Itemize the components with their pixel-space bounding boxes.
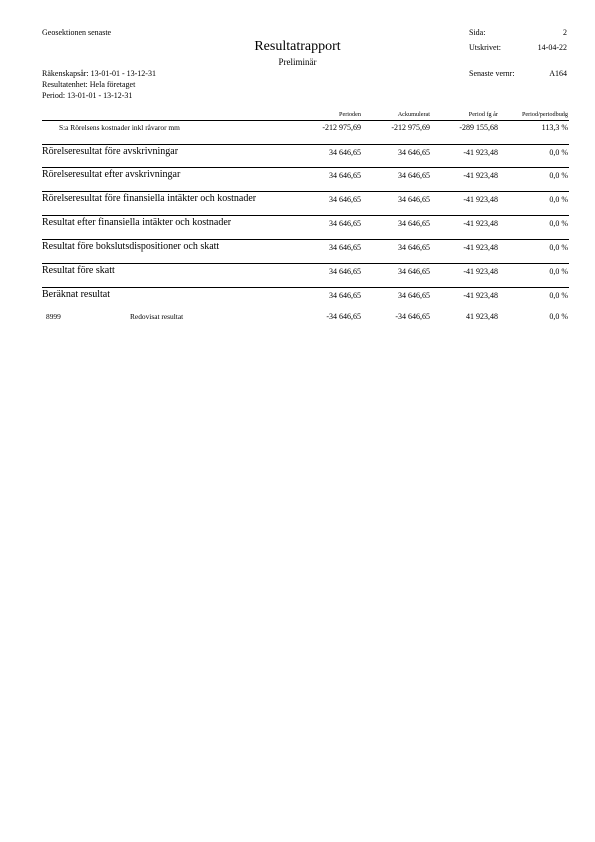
row-rule bbox=[42, 287, 569, 288]
row-label: Resultat före skatt bbox=[42, 265, 115, 276]
row-period-fg-ar: -41 923,48 bbox=[463, 171, 498, 180]
row-rule bbox=[42, 144, 569, 145]
row-ackumulerat: 34 646,65 bbox=[398, 195, 430, 204]
summary-row-period-fg-ar: -289 155,68 bbox=[459, 123, 498, 132]
row-rule bbox=[42, 263, 569, 264]
table-row bbox=[0, 217, 595, 231]
row-ackumulerat: 34 646,65 bbox=[398, 219, 430, 228]
row-period-budget: 0,0 % bbox=[549, 291, 568, 300]
row-period-budget: 0,0 % bbox=[549, 195, 568, 204]
page-label: Sida: bbox=[469, 28, 486, 37]
company-name: Geosektionen senaste bbox=[42, 28, 112, 37]
summary-row-label: S:a Rörelsens kostnader inkl råvaror mm bbox=[59, 123, 180, 132]
header-rule bbox=[42, 120, 569, 121]
column-header-ackumulerat: Ackumulerat bbox=[397, 111, 430, 118]
table-row bbox=[0, 193, 595, 207]
row-period-budget: 0,0 % bbox=[549, 148, 568, 157]
column-header-perioden: Perioden bbox=[339, 111, 361, 118]
row-perioden: 34 646,65 bbox=[329, 171, 361, 180]
row-rule bbox=[42, 215, 569, 216]
row-label: Beräknat resultat bbox=[42, 289, 111, 300]
account-row-period-fg-ar: 41 923,48 bbox=[466, 312, 498, 321]
result-unit: Resultatenhet: Hela företaget bbox=[42, 80, 136, 89]
row-label: Rörelseresultat före avskrivningar bbox=[42, 146, 179, 157]
account-row bbox=[0, 311, 595, 325]
table-row bbox=[0, 146, 595, 160]
row-period-budget: 0,0 % bbox=[549, 243, 568, 252]
version-number: A164 bbox=[549, 69, 567, 78]
table-row bbox=[0, 265, 595, 279]
printed-date: 14-04-22 bbox=[537, 43, 567, 52]
table-row bbox=[0, 241, 595, 255]
row-rule bbox=[42, 191, 569, 192]
row-ackumulerat: 34 646,65 bbox=[398, 267, 430, 276]
row-period-fg-ar: -41 923,48 bbox=[463, 148, 498, 157]
row-period-fg-ar: -41 923,48 bbox=[463, 219, 498, 228]
row-period-fg-ar: -41 923,48 bbox=[463, 291, 498, 300]
row-ackumulerat: 34 646,65 bbox=[398, 171, 430, 180]
table-row bbox=[0, 289, 595, 303]
table-row bbox=[0, 169, 595, 183]
summary-row-period-budget: 113,3 % bbox=[541, 123, 568, 132]
row-label: Rörelseresultat efter avskrivningar bbox=[42, 169, 181, 180]
account-row-period-budget: 0,0 % bbox=[549, 312, 568, 321]
column-header-period-fg-ar: Period fg år bbox=[468, 111, 498, 118]
printed-label: Utskrivet: bbox=[469, 43, 501, 52]
account-number: 8999 bbox=[46, 312, 61, 321]
row-perioden: 34 646,65 bbox=[329, 148, 361, 157]
row-period-budget: 0,0 % bbox=[549, 267, 568, 276]
report-subtitle: Preliminär bbox=[278, 57, 317, 67]
row-period-fg-ar: -41 923,48 bbox=[463, 243, 498, 252]
period: Period: 13-01-01 - 13-12-31 bbox=[42, 91, 133, 100]
row-label: Resultat efter finansiella intäkter och kostnader bbox=[42, 217, 232, 228]
row-perioden: 34 646,65 bbox=[329, 291, 361, 300]
row-ackumulerat: 34 646,65 bbox=[398, 291, 430, 300]
row-ackumulerat: 34 646,65 bbox=[398, 243, 430, 252]
page-number: 2 bbox=[563, 28, 567, 37]
row-label: Resultat före bokslutsdispositioner och skatt bbox=[42, 241, 220, 252]
row-perioden: 34 646,65 bbox=[329, 219, 361, 228]
row-period-fg-ar: -41 923,48 bbox=[463, 195, 498, 204]
row-period-fg-ar: -41 923,48 bbox=[463, 267, 498, 276]
report-title: Resultatrapport bbox=[254, 39, 341, 54]
fiscal-year: Räkenskapsår: 13-01-01 - 13-12-31 bbox=[42, 69, 156, 78]
row-perioden: 34 646,65 bbox=[329, 267, 361, 276]
row-perioden: 34 646,65 bbox=[329, 243, 361, 252]
account-row-ackumulerat: -34 646,65 bbox=[395, 312, 430, 321]
account-row-perioden: -34 646,65 bbox=[326, 312, 361, 321]
row-rule bbox=[42, 239, 569, 240]
summary-row-ackumulerat: -212 975,69 bbox=[391, 123, 430, 132]
summary-row-perioden: -212 975,69 bbox=[322, 123, 361, 132]
row-period-budget: 0,0 % bbox=[549, 219, 568, 228]
row-period-budget: 0,0 % bbox=[549, 171, 568, 180]
row-rule bbox=[42, 167, 569, 168]
column-header-period-budget: Period/periodbudg bbox=[521, 111, 568, 118]
account-label: Redovisat resultat bbox=[130, 312, 184, 321]
row-ackumulerat: 34 646,65 bbox=[398, 148, 430, 157]
row-perioden: 34 646,65 bbox=[329, 195, 361, 204]
version-label: Senaste vernr: bbox=[469, 69, 515, 78]
row-label: Rörelseresultat före finansiella intäkter och kostnader bbox=[42, 193, 257, 204]
summary-row bbox=[0, 123, 595, 137]
